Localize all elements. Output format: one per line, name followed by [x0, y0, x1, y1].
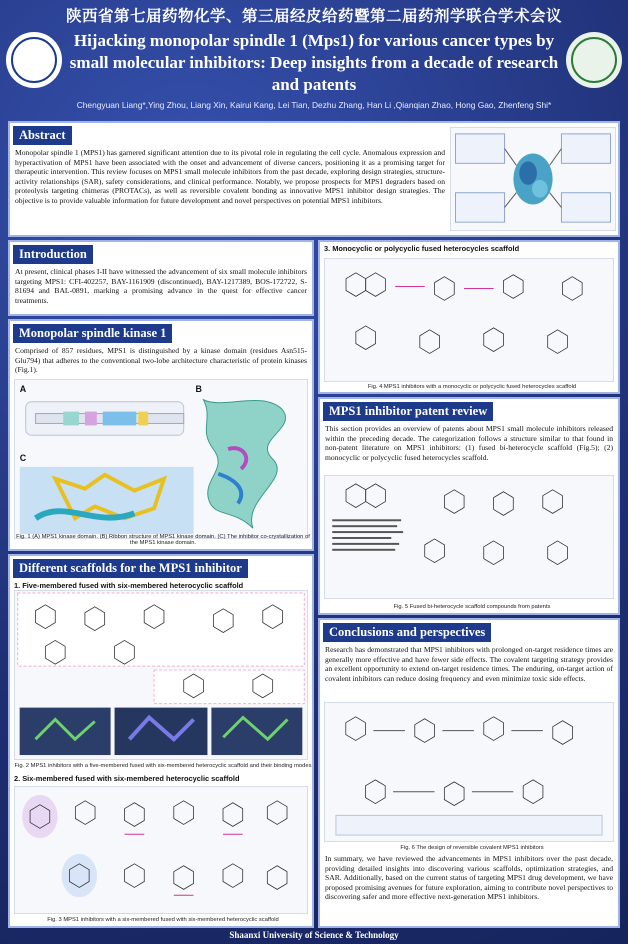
conclusions-text-2: In summary, we have reviewed the advancements in MPS1 inhibitors over the past decade, providing detailed insights into discovering various scaffolds, optimization strategies, and SAR. Additionally, based on the current status of targeting MPS1 drug development, we have proposed promising avenues for future exploration, aiming to contribute novel perspectives to discovering safer and more effective next-generation MPS1 inhibitors.	[325, 854, 613, 902]
conclusions-text-1: Research has demonstrated that MPS1 inhibitors with prolonged on-target residence times are generally more effective and have fewer side effects. The covalent targeting strategy provides an excellent opportunity to extend on-target residence times. The enduring, on-target action of covalent inhibitors can reduce dosing frequency and even minimize toxic side effects.	[325, 645, 613, 683]
seal-icon	[11, 37, 57, 83]
figure-label-b: B	[195, 383, 202, 394]
patent-figure	[324, 475, 614, 599]
scaffolds-heading: Different scaffolds for the MPS1 inhibitor	[12, 558, 249, 579]
poster-header	[0, 0, 628, 118]
scaffold-caption-2: Fig. 2 MPS1 inhibitors with a five-membered fused with six-membered heterocyclic scaffold and their binding modes	[14, 763, 312, 769]
kinase-domain-figure	[14, 379, 308, 539]
conclusions-heading: Conclusions and perspectives	[322, 622, 492, 643]
scaffold-subheading-2: 2. Six-membered fused with six-membered heterocyclic scaffold	[14, 774, 240, 783]
graphical-abstract-figure	[450, 127, 616, 231]
abstract-panel	[8, 121, 620, 237]
university-logo-left	[6, 32, 62, 88]
scaffold-caption-3: Fig. 3 MPS1 inhibitors with a six-membered fused with six-membered heterocyclic scaffold	[47, 917, 279, 923]
covalent-design-figure	[324, 702, 614, 842]
figure-label-a: A	[19, 383, 27, 394]
figure-label-c: C	[19, 452, 27, 463]
monocyclic-figure	[324, 258, 614, 382]
introduction-panel	[8, 240, 314, 316]
author-list: Chengyuan Liang*,Ying Zhou, Liang Xin, Kairui Kang, Lei Tian, Dezhu Zhang, Han Li ,Qianqian Zhao, Hong Gao, Zhenfeng Shi*	[76, 100, 552, 110]
covalent-caption: Fig. 6 The design of reversible covalent MPS1 inhibitors	[400, 845, 544, 851]
monocyclic-caption: Fig. 4 MPS1 inhibitors with a monocyclic or polycyclic fused heterocycles scaffold	[367, 384, 577, 390]
abstract-text: Monopolar spindle 1 (MPS1) has garnered significant attention due to its pivotal role in regulating the cell cycle. Anomalous expression and hyperactivation of MPS1 have been associated with the onset and advancement of diverse cancers, positioning it as a promising target for therapeutic intervention. This review focuses on MPS1 small molecule inhibitors from the past decade, exploring design strategies, structure-activity relationships (SAR), safety considerations, and clinical performance. Notably, we propose prospects for MPS1 degraders based on proteolysis targeting chimeras (PROTACs), as well as reversible covalent bonding as innovative MPS1 inhibitor design strategies. The objective is to provide valuable information for future development and novel perspectives on potential MPS1 inhibitors.	[15, 148, 445, 205]
seal-icon	[571, 37, 617, 83]
monocyclic-subheading: 3. Monocyclic or polycyclic fused heterocycles scaffold	[324, 244, 520, 253]
patent-caption: Fig. 5 Fused bi-heterocycle scaffold compounds from patents	[393, 604, 551, 610]
monocyclic-panel	[318, 240, 620, 394]
kinase-text: Comprised of 857 residues, MPS1 is distinguished by a kinase domain (residues Asn515-Glu794) that adheres to the conventional two-lobe architecture characteristic of protein kinases (Fig.1).	[15, 346, 307, 375]
kinase-panel	[8, 319, 314, 551]
patent-heading: MPS1 inhibitor patent review	[322, 401, 494, 422]
conference-title: 陕西省第七届药物化学、第三届经皮给药暨第二届药剂学联合学术会议	[65, 7, 562, 25]
scaffolds-panel	[8, 554, 314, 928]
kinase-figure-caption: Fig. 1 (A) MPS1 kinase domain. (B) Ribbon structure of MPS1 kinase domain. (C) The inhibitor co-crystallization of the MPS1 kinase domain.	[16, 534, 310, 546]
scaffold-figure-2	[14, 590, 308, 760]
university-logo-right	[566, 32, 622, 88]
patent-text: This section provides an overview of patents about MPS1 small molecule inhibitors released within the preceding decade. The categorization follows a structure similar to that found in non-patent literature on MPS1 inhibitors: (1) fused bi-heterocycle scaffold (Fig.5); (2) monocyclic or polycyclic fused heterocycles scaffold.	[325, 424, 613, 462]
footer-institution: Shaanxi University of Science & Technology	[229, 930, 399, 940]
scaffold-subheading-1: 1. Five-membered fused with six-membered heterocyclic scaffold	[14, 581, 244, 590]
poster-title: Hijacking monopolar spindle 1 (Mps1) for various cancer types by small molecular inhibitors: Deep insights from a decade of research and patents	[69, 31, 559, 94]
introduction-heading: Introduction	[12, 244, 94, 265]
conclusions-panel	[318, 618, 620, 928]
patent-panel	[318, 397, 620, 615]
scaffold-figure-3	[14, 786, 308, 914]
introduction-text: At present, clinical phases I-II have witnessed the advancement of six small molecule inhibitors targeting MPS1: CFI-402257, BAY-1161909 (discontinued), BAY-1217389, BOS-172722, S-81694 and BAL-0891, marking a promising advance in the quest for effective cancer treatments.	[15, 267, 307, 305]
abstract-heading: Abstract	[12, 125, 73, 146]
kinase-heading: Monopolar spindle kinase 1	[12, 323, 173, 344]
